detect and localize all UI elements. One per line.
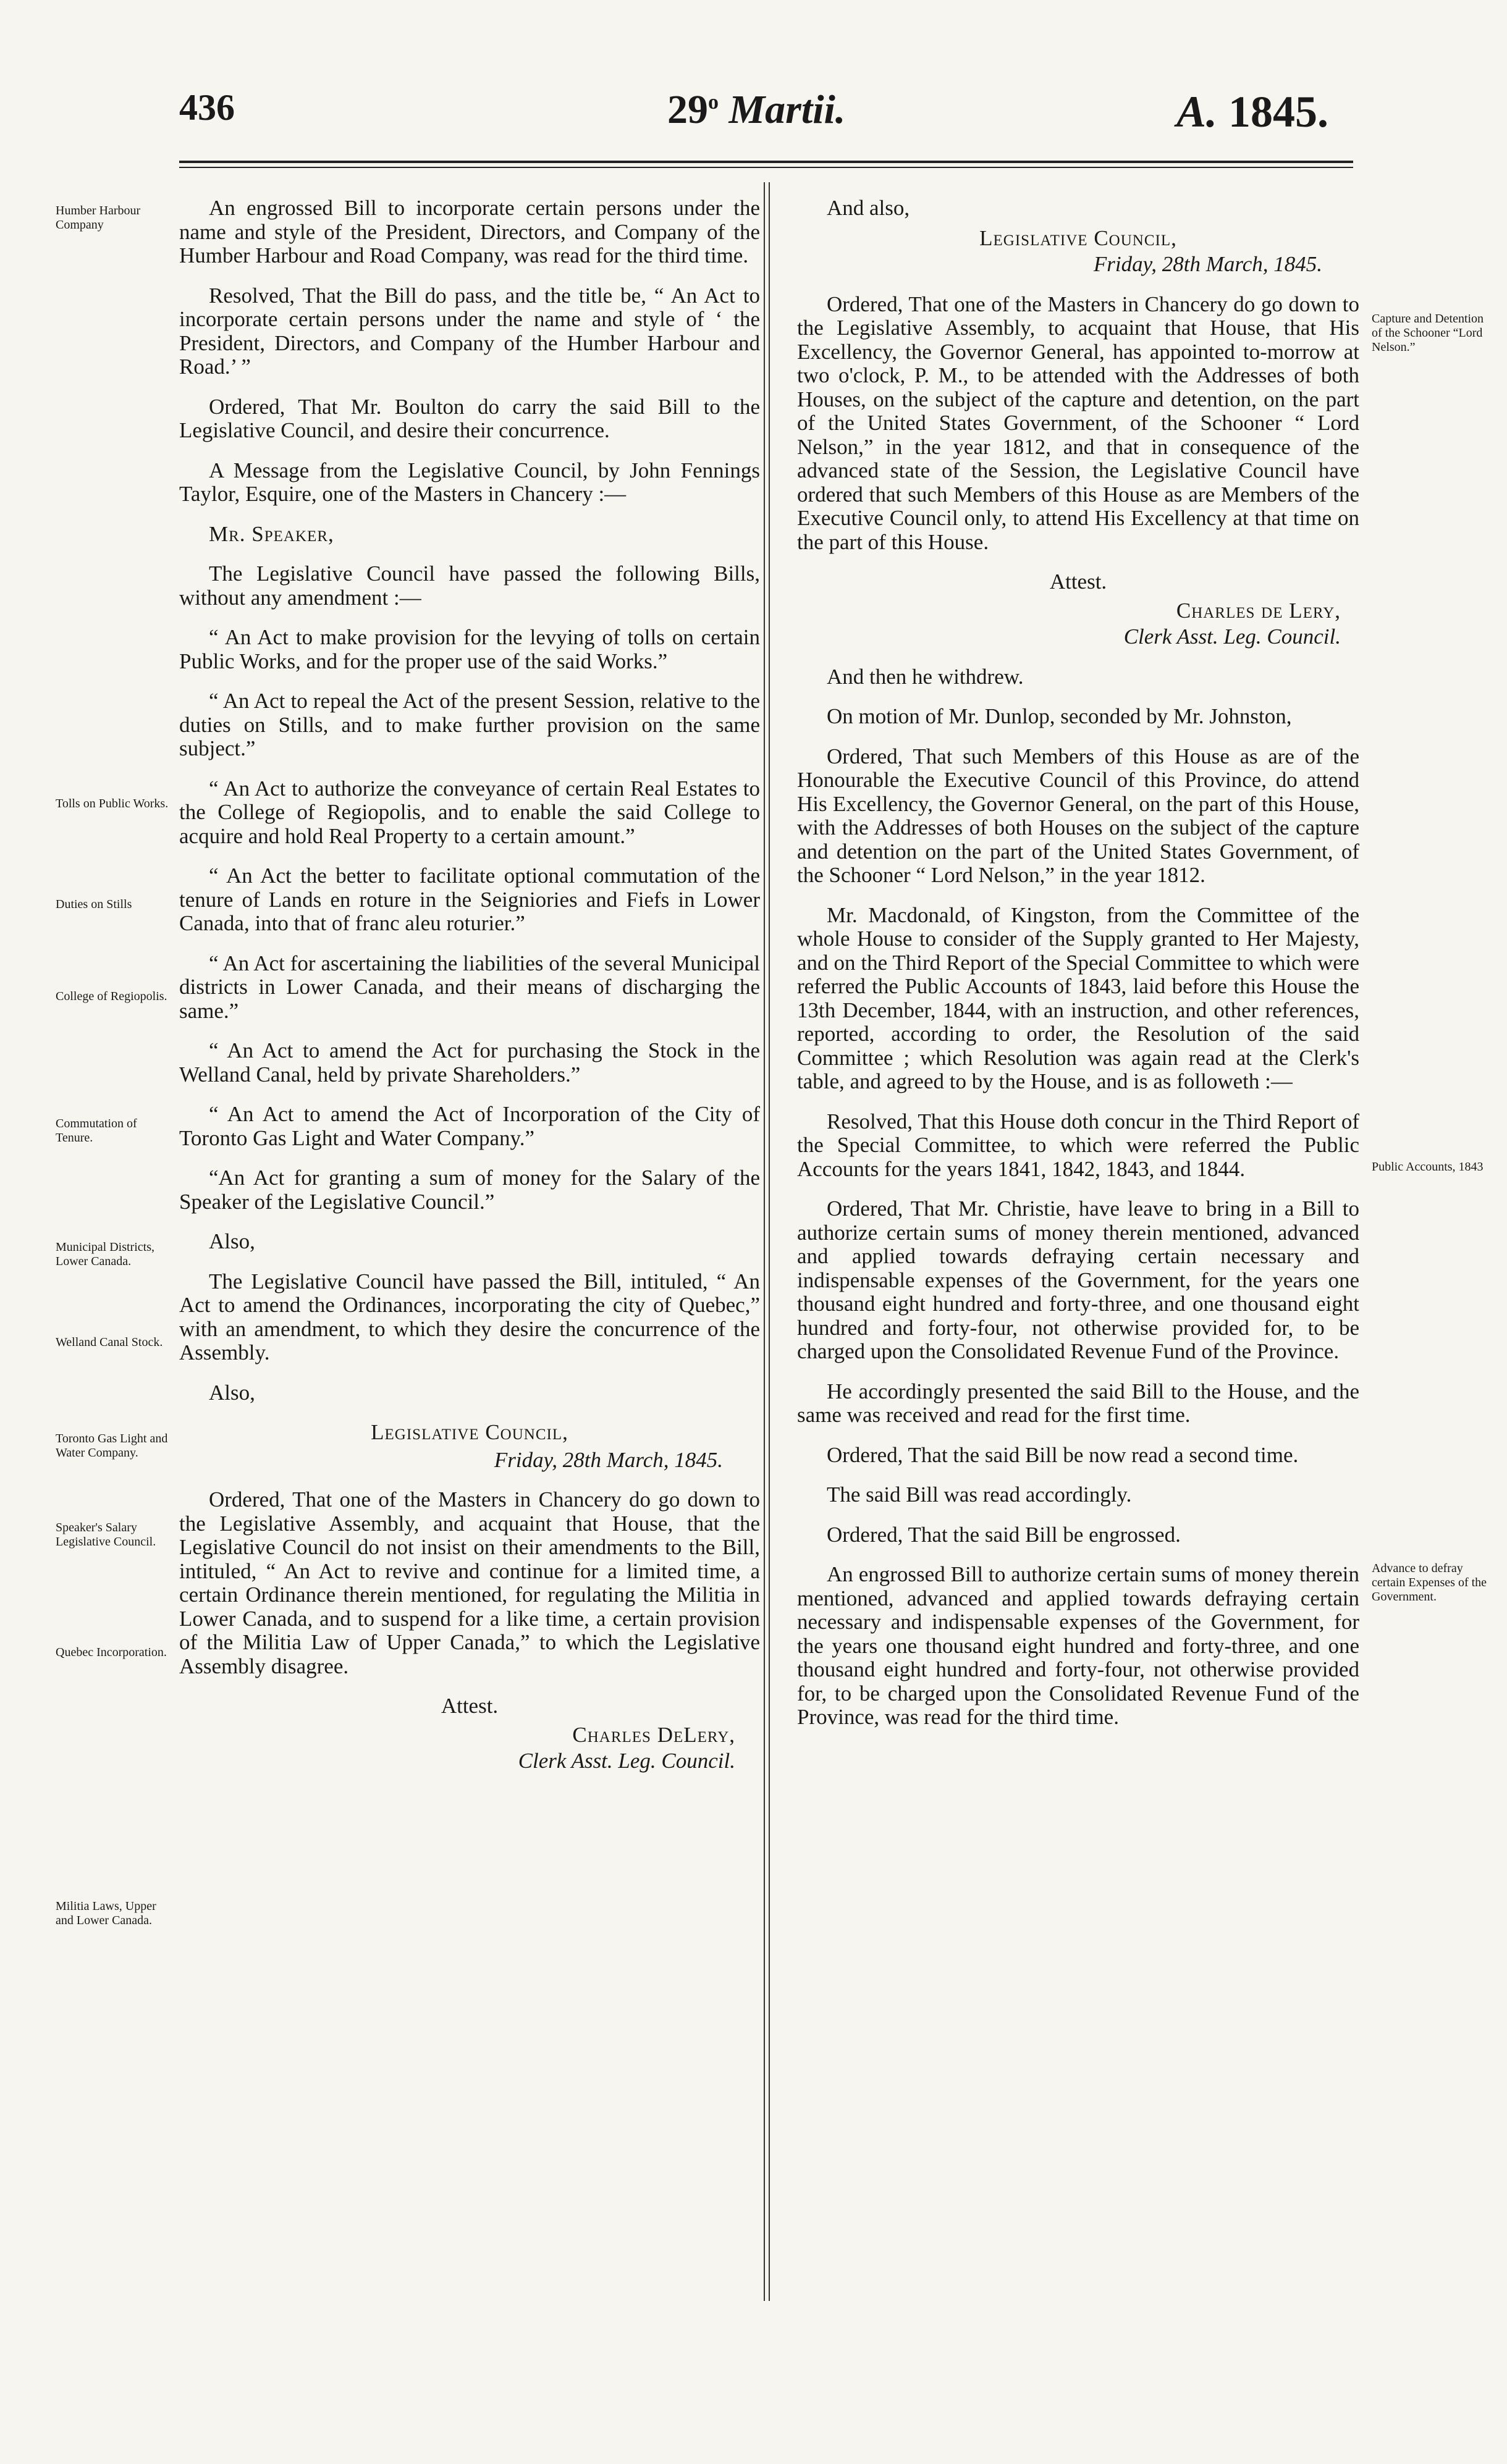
margin-note-militia: Militia Laws, Upper and Lower Canada. bbox=[56, 1899, 156, 1927]
attest-text: Attest. bbox=[441, 1694, 499, 1718]
signature-name-text: Charles de Lery, bbox=[1176, 598, 1341, 623]
signature-title-text: Clerk Asst. Leg. Council. bbox=[1123, 624, 1341, 649]
bill-title: “An Act for granting a sum of money for the Salary of the Speaker of the Legislative Council.” bbox=[179, 1166, 760, 1214]
margin-note-welland: Welland Canal Stock. bbox=[56, 1335, 163, 1349]
year-number: 1845. bbox=[1228, 87, 1328, 137]
also-label: Also, bbox=[209, 1380, 255, 1405]
right-column bbox=[797, 196, 1359, 1746]
council-heading bbox=[797, 227, 1359, 251]
paragraph: Resolved, That this House doth concur in the Third Report of the Special Committee, to which were referred the Public Accounts for the years 1841, 1842, 1843, and 1844. bbox=[797, 1109, 1359, 1181]
page-header bbox=[179, 86, 1341, 154]
bill-title: “ An Act the better to facilitate optional commutation of the tenure of Lands en roture in the Seigniories and Fiefs in Lower Canada, into that of franc aleu roturier.” bbox=[179, 864, 760, 935]
page-number: 436 bbox=[179, 87, 235, 128]
paragraph: Ordered, That Mr. Boulton do carry the said Bill to the Legislative Council, and desire their concurrence. bbox=[179, 394, 760, 442]
signature-title bbox=[797, 625, 1359, 649]
margin-note-tolls: Tolls on Public Works. bbox=[56, 797, 169, 810]
bill-title: “ An Act to amend the Act of Incorporation of the City of Toronto Gas Light and Water Company.” bbox=[179, 1102, 760, 1150]
paragraph: Resolved, That the Bill do pass, and the title be, “ An Act to incorporate certain persons under the name and style of ‘ the President, Directors, and Company of the Humber Harbour and Road.’ ” bbox=[179, 283, 760, 379]
page-date bbox=[667, 86, 845, 133]
margin-note-duties: Duties on Stills bbox=[56, 898, 132, 911]
paragraph: Mr. Macdonald, of Kingston, from the Committee of the whole House to consider of the Supply granted to Her Majesty, and on the Third Report of the Special Committee to which were referred the Public Accounts of 1843, laid before this House the 13th December, 1844, with an instruction, and other references, reported, according to order, the Resolution of the said Committee ; which Resolution was again read at the Clerk's table, and agreed to by the House, and is as followeth :— bbox=[797, 902, 1359, 1093]
also-label: Also, bbox=[209, 1229, 255, 1253]
council-heading-text: Legislative Council, bbox=[979, 225, 1177, 250]
council-date bbox=[797, 253, 1359, 277]
date-degree: o bbox=[708, 91, 719, 114]
attest-text: Attest. bbox=[1049, 570, 1107, 594]
attest-label bbox=[179, 1694, 760, 1718]
signature-title bbox=[179, 1749, 760, 1773]
header-rule-thin bbox=[179, 167, 1353, 168]
bill-title: “ An Act for ascertaining the liabilities of the several Municipal districts in Lower Canada, and their means of discharging the same.” bbox=[179, 951, 760, 1023]
bill-title: “ An Act to repeal the Act of the present Session, relative to the duties on Stills, and to make further provision on the same subject.” bbox=[179, 689, 760, 760]
margin-note-college: College of Regiopolis. bbox=[56, 990, 167, 1003]
signature-name bbox=[797, 599, 1359, 623]
council-heading-text: Legislative Council, bbox=[371, 1420, 568, 1444]
column-divider bbox=[764, 182, 765, 2301]
paragraph: A Message from the Legislative Council, by John Fennings Taylor, Esquire, one of the Masters in Chancery :— bbox=[179, 458, 760, 506]
bill-title: “ An Act to authorize the conveyance of certain Real Estates to the College of Regiopolis, and to enable the said College to acquire and hold Real Property to a certain amount.” bbox=[179, 776, 760, 848]
paragraph: An engrossed Bill to incorporate certain persons under the name and style of the President, Directors, and Company of the Humber Harbour and Road Company, was read for the third time. bbox=[179, 196, 760, 267]
paragraph: Ordered, That Mr. Christie, have leave to bring in a Bill to authorize certain sums of money therein mentioned, advanced and applied towards defraying certain necessary and indispensable expenses of the Government, for the years one thousand eight hundred and forty-three, and one thousand eight hundred and forty-four, not otherwise provided for, to be charged upon the Consolidated Revenue Fund of the Province. bbox=[797, 1196, 1359, 1363]
attest-label bbox=[797, 570, 1359, 594]
date-day: 29 bbox=[667, 87, 708, 132]
page-year bbox=[1176, 86, 1328, 138]
margin-note-advance: Advance to defray certain Expenses of the Government. bbox=[1372, 1562, 1487, 1604]
council-date bbox=[179, 1449, 760, 1473]
paragraph: The Legislative Council have passed the following Bills, without any amendment :— bbox=[179, 561, 760, 610]
margin-note-commutation: Commutation of Tenure. bbox=[56, 1117, 137, 1145]
signature-title-text: Clerk Asst. Leg. Council. bbox=[518, 1749, 735, 1773]
margin-note-capture: Capture and Detention of the Schooner “Lord Nelson.” bbox=[1372, 312, 1484, 354]
margin-note-toronto: Toronto Gas Light and Water Company. bbox=[56, 1432, 168, 1460]
margin-note-humber: Humber Harbour Company bbox=[56, 204, 141, 232]
paragraph: Ordered, That the said Bill be now read a second time. bbox=[827, 1442, 1299, 1467]
date-month: Martii. bbox=[728, 87, 846, 132]
paragraph: Ordered, That such Members of this House as are of the Honourable the Executive Council of this Province, do attend His Excellency, the Governor General, on the part of this House, with the Addresses of both Houses on the subject of the capture and detention on the part of the United States Government, of the Schooner “ Lord Nelson,” in the year 1812. bbox=[797, 744, 1359, 887]
paragraph: The Legislative Council have passed the Bill, intituled, “ An Act to amend the Ordinances, incorporating the city of Quebec,” with an amendment, to which they desire the concurrence of the Assembly. bbox=[179, 1269, 760, 1364]
paragraph: An engrossed Bill to authorize certain sums of money therein mentioned, advanced and applied towards defraying certain necessary and indispensable expenses of the Government, for the years one thousand eight hundred and forty-three, and one thousand eight hundred and forty-four, not otherwise provided for, to be charged upon the Consolidated Revenue Fund of the Province, was read for the third time. bbox=[797, 1562, 1359, 1729]
margin-note-speaker: Speaker's Salary Legislative Council. bbox=[56, 1521, 156, 1549]
paragraph: He accordingly presented the said Bill to the House, and the same was received and read for the first time. bbox=[797, 1379, 1359, 1427]
council-date-text: Friday, 28th March, 1845. bbox=[1093, 252, 1322, 276]
paragraph: Ordered, That one of the Masters in Chancery do go down to the Legislative Assembly, and acquaint that House, that the Legislative Council do not insist on their amendments to the Bill, intituled, “ An Act to revive and continue for a limited time, a certain Ordinance therein mentioned, for regulating the Militia in Lower Canada, and to suspend for a like time, a certain provision of the Militia Law of Upper Canada,” to which the Legislative Assembly disagree. bbox=[179, 1487, 760, 1678]
left-column bbox=[179, 196, 760, 1789]
signature-name bbox=[179, 1723, 760, 1747]
margin-note-public-accounts: Public Accounts, 1843 bbox=[1372, 1160, 1484, 1174]
year-letter: A. bbox=[1176, 87, 1217, 137]
paragraph: On motion of Mr. Dunlop, seconded by Mr. Johnston, bbox=[827, 704, 1292, 728]
margin-note-quebec: Quebec Incorporation. bbox=[56, 1646, 167, 1659]
signature-name-text: Charles DeLery, bbox=[572, 1722, 735, 1747]
column-divider bbox=[769, 182, 770, 2301]
paragraph: And then he withdrew. bbox=[827, 664, 1024, 689]
council-heading bbox=[179, 1421, 760, 1445]
paragraph: And also, bbox=[827, 196, 910, 220]
header-rule-thick bbox=[179, 161, 1353, 163]
bill-title: “ An Act to make provision for the levying of tolls on certain Public Works, and for the proper use of the said Works.” bbox=[179, 625, 760, 673]
paragraph: The said Bill was read accordingly. bbox=[827, 1482, 1132, 1507]
salutation: Mr. Speaker, bbox=[209, 521, 334, 546]
margin-note-municipal: Municipal Districts, Lower Canada. bbox=[56, 1240, 154, 1268]
council-date-text: Friday, 28th March, 1845. bbox=[494, 1447, 723, 1472]
paragraph: Ordered, That one of the Masters in Chancery do go down to the Legislative Assembly, to acquaint that House, that His Excellency, the Governor General, has appointed to-morrow at two o'clock, P. M., to be attended with the Addresses of both Houses, on the subject of the capture and detention, on the part of the United States Government, of the Schooner “ Lord Nelson,” in the year 1812, and that in consequence of the advanced state of the Session, the Legislative Council have ordered that such Members of this House as are Members of the Executive Council only, to attend His Excellency at that time on the part of this House. bbox=[797, 292, 1359, 554]
bill-title: “ An Act to amend the Act for purchasing the Stock in the Welland Canal, held by private Shareholders.” bbox=[179, 1038, 760, 1087]
paragraph: Ordered, That the said Bill be engrossed. bbox=[827, 1522, 1181, 1547]
